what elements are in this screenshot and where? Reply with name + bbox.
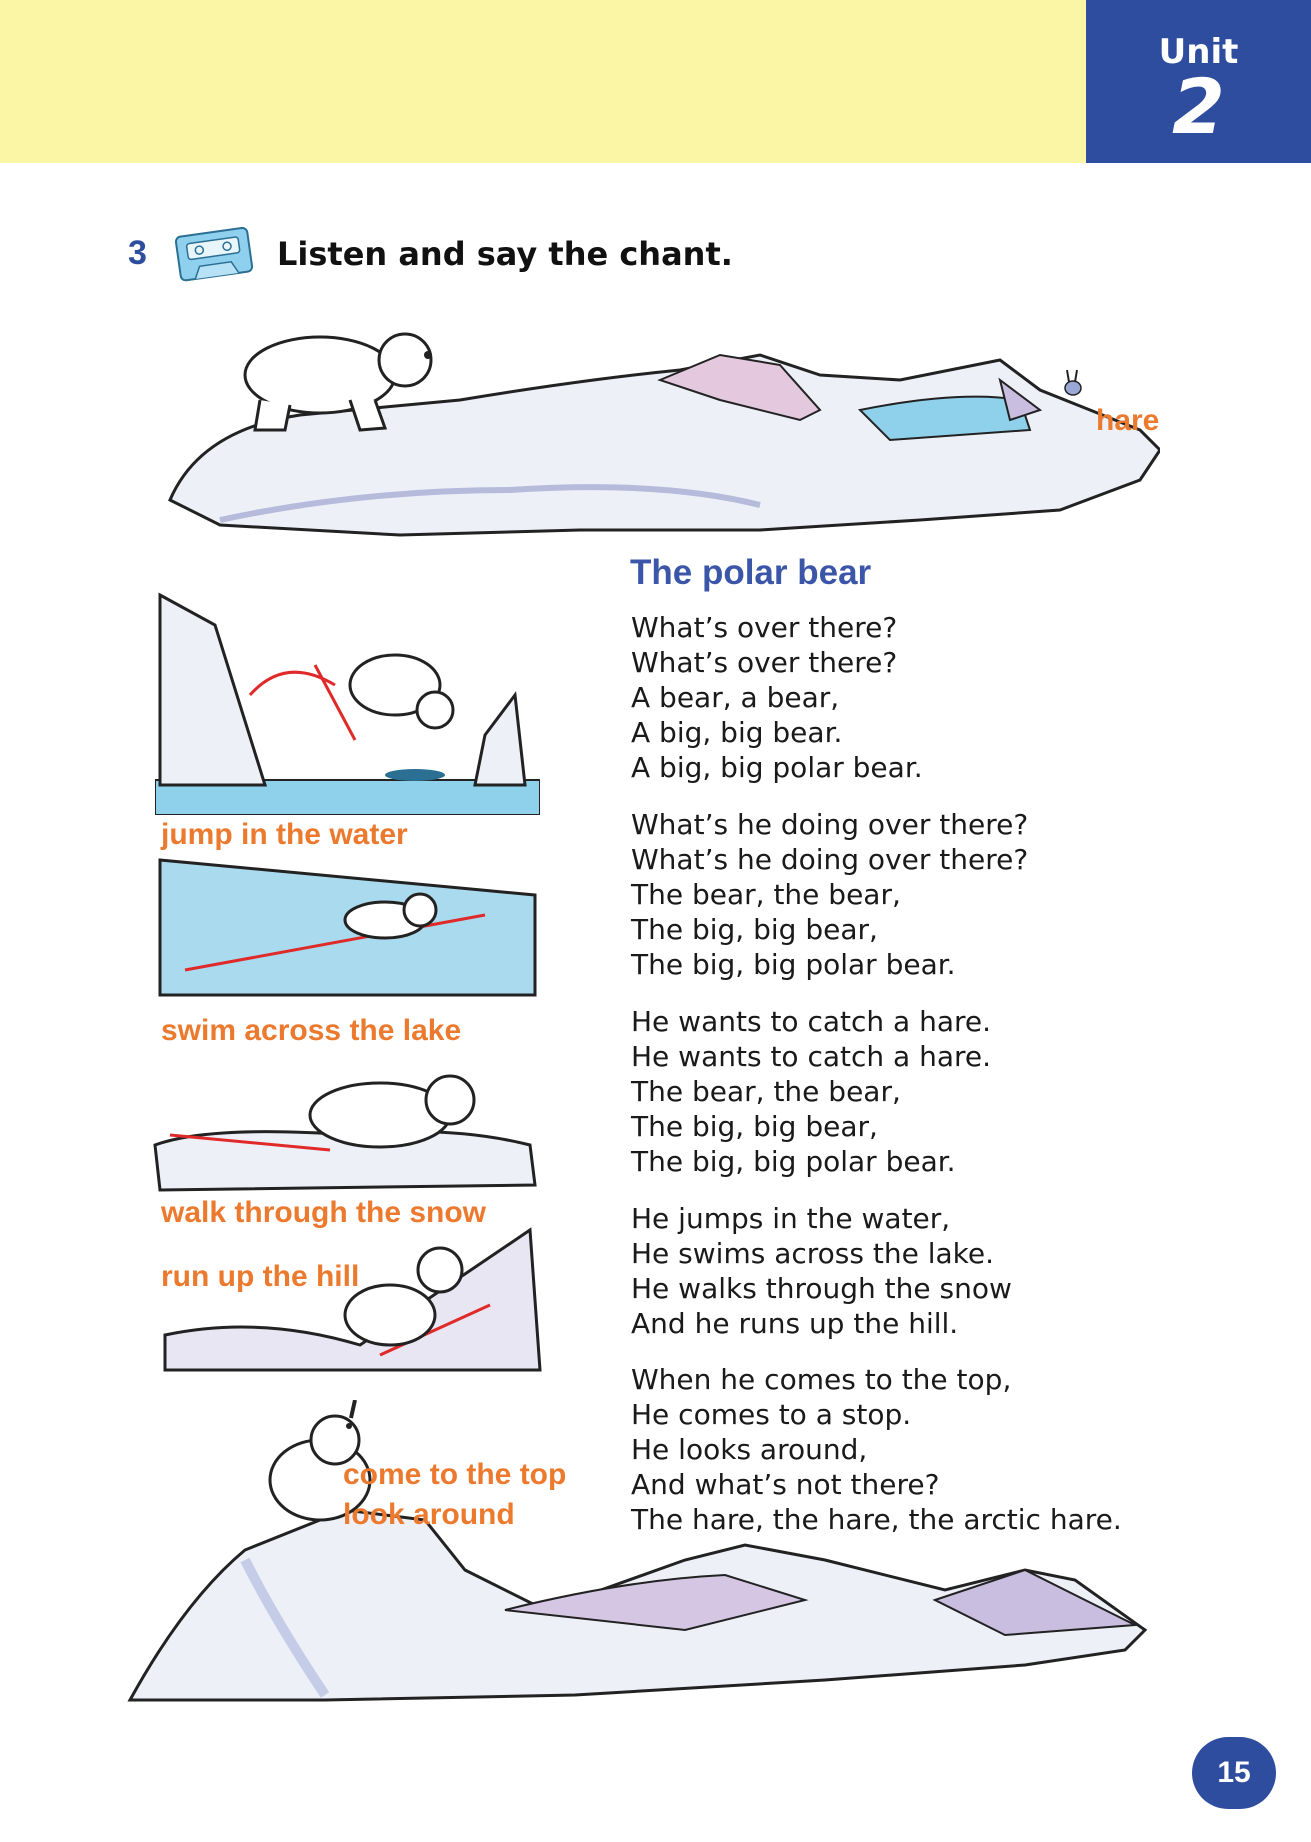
poem-line: And what’s not there? xyxy=(631,1468,940,1501)
cassette-icon[interactable] xyxy=(172,224,258,284)
stanza-3 xyxy=(631,1004,991,1179)
poem-line: He jumps in the water, xyxy=(631,1202,951,1235)
poem-line: The big, big bear, xyxy=(631,1110,878,1143)
page-number: 15 xyxy=(1192,1737,1276,1809)
caption-look: look around xyxy=(343,1498,515,1531)
walk-illustration xyxy=(150,1065,540,1195)
poem-line: A bear, a bear, xyxy=(631,681,840,714)
stanza-4 xyxy=(631,1201,1012,1341)
poem-line: The bear, the bear, xyxy=(631,878,901,911)
poem-line: He comes to a stop. xyxy=(631,1398,912,1431)
caption-hare: hare xyxy=(1096,404,1160,437)
exercise-instruction: Listen and say the chant. xyxy=(277,235,733,273)
top-iceberg-illustration xyxy=(160,320,1160,550)
unit-number: 2 xyxy=(1172,62,1225,151)
poem-line: He walks through the snow xyxy=(631,1272,1012,1305)
poem-line: And he runs up the hill. xyxy=(631,1307,959,1340)
poem-line: The big, big bear, xyxy=(631,913,878,946)
caption-walk: walk through the snow xyxy=(161,1196,487,1229)
poem-line: He swims across the lake. xyxy=(631,1237,995,1270)
run-illustration xyxy=(160,1225,545,1375)
poem-line: What’s over there? xyxy=(631,646,898,679)
poem-line: He wants to catch a hare. xyxy=(631,1005,992,1038)
unit-badge xyxy=(1086,0,1311,163)
jump-illustration xyxy=(155,585,540,815)
unit-label: Unit xyxy=(1158,32,1239,72)
poem-line: He looks around, xyxy=(631,1433,868,1466)
poem-title: The polar bear xyxy=(630,553,872,592)
caption-jump: jump in the water xyxy=(161,818,408,851)
stanza-2 xyxy=(631,807,1028,982)
poem-line: What’s he doing over there? xyxy=(631,843,1029,876)
poem-line: A big, big polar bear. xyxy=(631,751,923,784)
poem-line: What’s over there? xyxy=(631,611,898,644)
poem-line: A big, big bear. xyxy=(631,716,843,749)
swim-illustration xyxy=(155,855,540,1000)
poem-line: When he comes to the top, xyxy=(631,1363,1012,1396)
poem-line: The hare, the hare, the arctic hare. xyxy=(631,1503,1122,1536)
caption-run: run up the hill xyxy=(161,1260,360,1293)
header-band xyxy=(0,0,1086,163)
stanza-1 xyxy=(631,610,923,785)
poem-line: What’s he doing over there? xyxy=(631,808,1029,841)
stanza-5 xyxy=(631,1362,1122,1537)
poem-line: The big, big polar bear. xyxy=(631,948,956,981)
caption-swim: swim across the lake xyxy=(161,1014,462,1047)
poem-line: The bear, the bear, xyxy=(631,1075,901,1108)
poem-line: He wants to catch a hare. xyxy=(631,1040,992,1073)
exercise-number: 3 xyxy=(128,234,147,272)
poem-line: The big, big polar bear. xyxy=(631,1145,956,1178)
caption-top: come to the top xyxy=(343,1458,567,1491)
